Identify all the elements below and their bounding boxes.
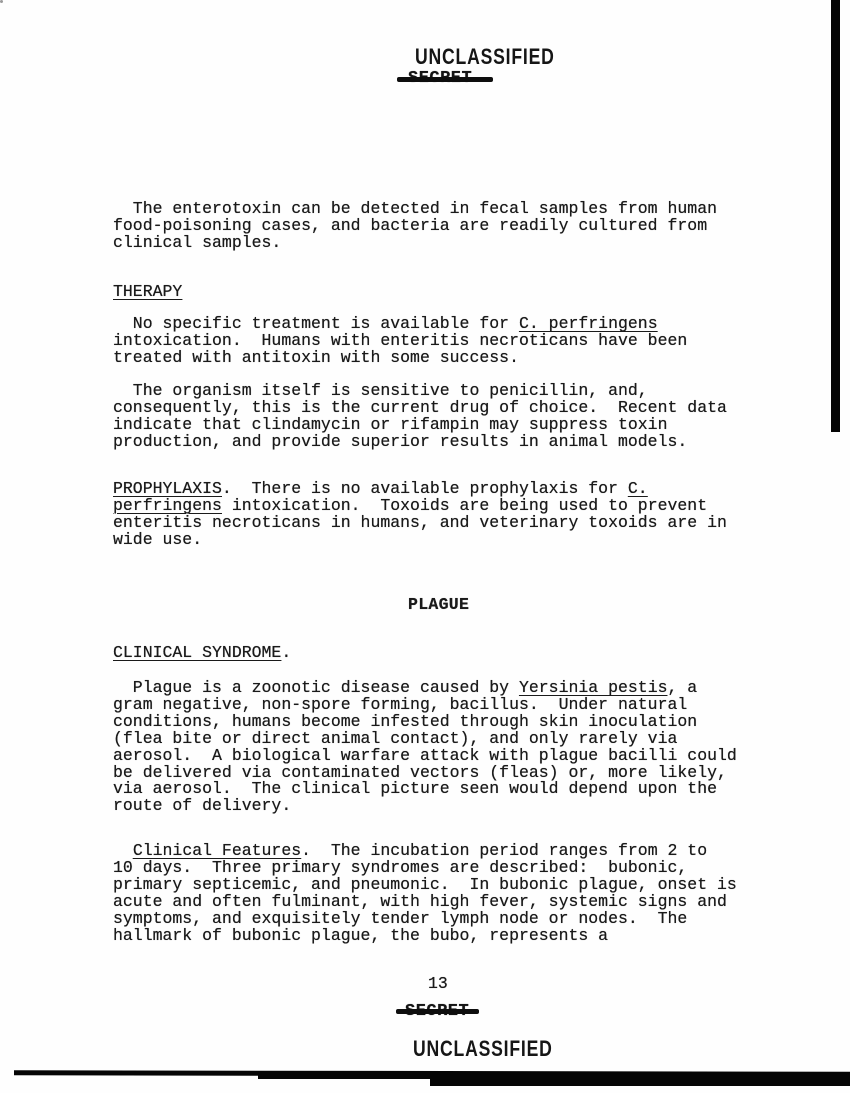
text-segment: aerosol. A biological warfare attack with plague bacilli could: [113, 745, 737, 765]
underlined-text: C. perfringens: [518, 314, 658, 333]
scan-artifact-bottom-segment: [258, 1074, 448, 1079]
text-segment: consequently, this is the current drug of choice. Recent data: [113, 397, 727, 417]
text-segment: intoxication. Toxoids are being used to prevent: [221, 495, 708, 515]
heading-plague: [408, 597, 469, 614]
page-number: 13: [428, 974, 448, 993]
paragraph-plague-overview: [113, 680, 737, 815]
text-segment: acute and often fulminant, with high fever, systemic signs and: [113, 891, 727, 911]
text-segment: , a: [667, 678, 698, 697]
text-segment: treated with antitoxin with some success.: [113, 347, 519, 367]
text-segment: Plague is a zoonotic disease caused by: [113, 678, 519, 697]
underlined-text: PROPHYLAXIS: [113, 479, 222, 498]
underlined-text: THERAPY: [113, 282, 183, 301]
text-segment: hallmark of bubonic plague, the bubo, represents a: [113, 925, 609, 945]
text-segment: The enterotoxin can be detected in fecal samples from human: [113, 199, 717, 218]
paragraph-prophylaxis: [113, 481, 727, 549]
paragraph-enterotoxin: [113, 201, 717, 252]
text-segment: indicate that clindamycin or rifampin may suppress toxin: [113, 414, 668, 434]
doc-line: [113, 431, 727, 451]
text-segment: 10 days. Three primary syndromes are described: bubonic,: [113, 857, 688, 877]
text-segment: No specific treatment is available for: [113, 314, 519, 333]
text-segment: gram negative, non-spore forming, bacillus. Under natural: [113, 694, 688, 714]
text-segment: production, and provide superior results in animal models.: [113, 431, 688, 451]
doc-line: [113, 645, 291, 662]
text-segment: .: [281, 643, 292, 662]
text-segment: intoxication. Humans with enteritis necroticans have been: [113, 330, 688, 350]
doc-line: [113, 798, 737, 815]
underlined-text: CLINICAL SYNDROME: [113, 643, 282, 662]
text-segment: PLAGUE: [408, 595, 470, 614]
text-segment: enteritis necroticans in humans, and veterinary toxoids are in: [113, 512, 727, 532]
doc-line: [113, 232, 717, 252]
paragraph-clinical-features: [113, 843, 737, 944]
doc-line: [113, 512, 727, 532]
text-segment: symptoms, and exquisitely tender lymph node or nodes. The: [113, 908, 688, 928]
doc-line: [113, 347, 687, 367]
heading-clinical-syndrome: [113, 645, 291, 662]
scan-artifact-right-edge-bar: [831, 0, 840, 432]
text-segment: food-poisoning cases, and bacteria are readily cultured from: [113, 215, 708, 235]
text-segment: (flea bite or direct animal contact), and only rarely via: [113, 728, 678, 748]
text-segment: route of delivery.: [113, 796, 292, 816]
doc-line: [113, 529, 727, 549]
paragraph-therapy-1: [113, 316, 687, 367]
footer-secret-strikethrough: [396, 1009, 479, 1014]
underlined-text: C.: [627, 479, 648, 498]
header-unclassified-stamp: UNCLASSIFIED: [415, 44, 555, 69]
underlined-text: Yersinia pestis: [518, 678, 668, 697]
text-segment: wide use.: [113, 529, 203, 549]
text-segment: be delivered via contaminated vectors (fleas) or, more likely,: [113, 762, 727, 782]
underlined-text: Clinical Features: [132, 841, 302, 860]
doc-line: [113, 925, 737, 945]
scan-artifact-bottom-thick-bar: [430, 1076, 850, 1086]
text-segment: clinical samples.: [113, 232, 282, 252]
text-segment: The organism itself is sensitive to penicillin, and,: [113, 381, 648, 400]
text-segment: via aerosol. The clinical picture seen would depend upon the: [113, 779, 717, 799]
text-segment: primary septicemic, and pneumonic. In bubonic plague, onset is: [113, 874, 737, 894]
heading-therapy: [113, 284, 182, 301]
text-segment: conditions, humans become infested through skin inoculation: [113, 711, 698, 731]
text-segment: . There is no available prophylaxis for: [221, 479, 628, 498]
text-segment: . The incubation period ranges from 2 to: [301, 841, 708, 860]
underlined-text: perfringens: [113, 495, 222, 515]
footer-unclassified-stamp: UNCLASSIFIED: [413, 1036, 553, 1061]
doc-line: [113, 284, 182, 301]
doc-line: [408, 597, 469, 614]
paragraph-therapy-2: [113, 383, 727, 451]
